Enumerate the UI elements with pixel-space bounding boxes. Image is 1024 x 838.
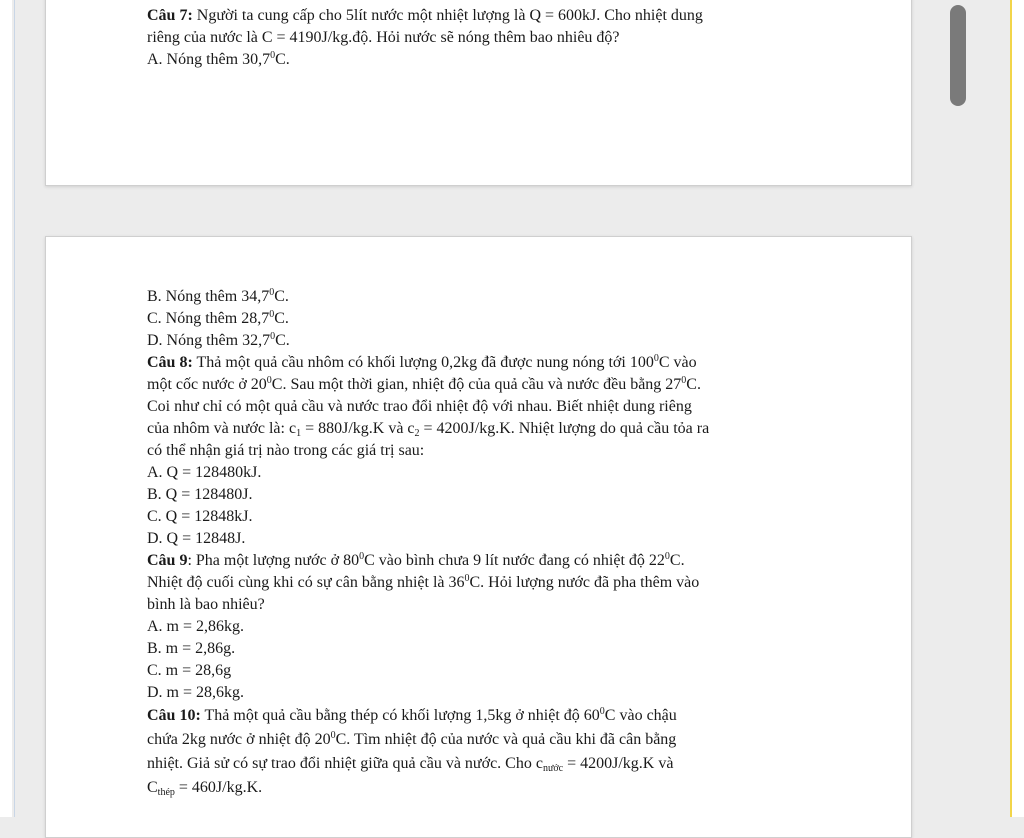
q10-line-1: Câu 10: Thả một quả cầu bằng thép có khối lượng 1,5kg ở nhiệt độ $60^0C$ vào chậu	[147, 706, 677, 724]
q9-option-d: D. m = 28,6kg.	[147, 684, 245, 701]
q9-option-b: B. m = 2,86g.	[147, 640, 236, 657]
q8-line-3: Coi như chỉ có một quả cầu và nước trao đổi nhiệt độ với nhau. Biết nhiệt dung riêng	[147, 398, 692, 415]
q8-line-5: có thể nhận giá trị nào trong các giá trị sau:	[147, 442, 425, 459]
q9-line-3: bình là bao nhiêu?	[147, 596, 265, 613]
q9-label: Câu 9	[147, 552, 188, 569]
q9-option-a: A. m = 2,86kg.	[147, 618, 245, 635]
q9-line-1: Câu 9: Pha một lượng nước ở $80^0C$ vào bình chưa 9 lít nước đang có nhiệt độ $22^0C$.	[147, 551, 685, 569]
q8-line-4: của nhôm và nước là: $c_1 = 880J/kg.K$ và $c_2 = 4200J/kg.K$. Nhiệt lượng do quả cầu tỏa ra	[147, 420, 710, 439]
q10-line-3: nhiệt. Giả sử có sự trao đổi nhiệt giữa quả cầu và nước. Cho $c_{nước} = 4200J/kg.K$ và	[147, 755, 674, 774]
question-7-block	[147, 5, 847, 71]
q8-line-2: một cốc nước ở $20^0C$. Sau một thời gian, nhiệt độ của quả cầu và nước đều bằng $27^0C$.	[147, 375, 701, 393]
q10-line-2: chứa 2kg nước ở nhiệt độ $20^0C$. Tìm nhiệt độ của nước và quả cầu khi đã cân bằng	[147, 730, 677, 748]
q8-option-b: B. Q = 128480J.	[147, 486, 253, 503]
q7-line-2: riêng của nước là C = 4190J/kg.độ. Hỏi nước sẽ nóng thêm bao nhiêu độ?	[147, 29, 620, 46]
question-10-block	[147, 704, 847, 800]
q7-option-a: A. Nóng thêm 30,7$^0$C.	[147, 50, 290, 68]
right-margin	[1010, 0, 1024, 817]
document-page-1	[45, 0, 912, 186]
q7-option-d: D. Nóng thêm 32,7$^0$C.	[147, 331, 290, 349]
q8-option-d: D. Q = 12848J.	[147, 530, 246, 547]
left-margin	[0, 0, 12, 817]
q8-option-a: A. Q = 128480kJ.	[147, 464, 262, 481]
q7-label: Câu 7:	[147, 7, 193, 24]
scrollbar-thumb[interactable]	[950, 5, 966, 106]
page-2-content	[147, 286, 847, 800]
q8-option-c: C. Q = 12848kJ.	[147, 508, 253, 525]
q9-option-c: C. m = 28,6g	[147, 662, 232, 679]
q7-option-b: B. Nóng thêm 34,7$^0$C.	[147, 287, 289, 305]
q7-option-c: C. Nóng thêm 28,7$^0$C.	[147, 309, 289, 327]
document-page-2	[45, 236, 912, 838]
q9-line-2: Nhiệt độ cuối cùng khi có sự cân bằng nhiệt là $36^0C$. Hỏi lượng nước đã pha thêm vào	[147, 573, 700, 591]
q10-label: Câu 10:	[147, 707, 201, 724]
q10-line-4: $C_{thép} = 460J/kg.K$.	[147, 779, 263, 798]
q8-label: Câu 8:	[147, 354, 193, 371]
q7-line-1: Câu 7: Người ta cung cấp cho 5lít nước một nhiệt lượng là Q = 600kJ. Cho nhiệt dung	[147, 7, 703, 24]
q8-line-1: Câu 8: Thả một quả cầu nhôm có khối lượng 0,2kg đã được nung nóng tới $100^0C$ vào	[147, 353, 697, 371]
